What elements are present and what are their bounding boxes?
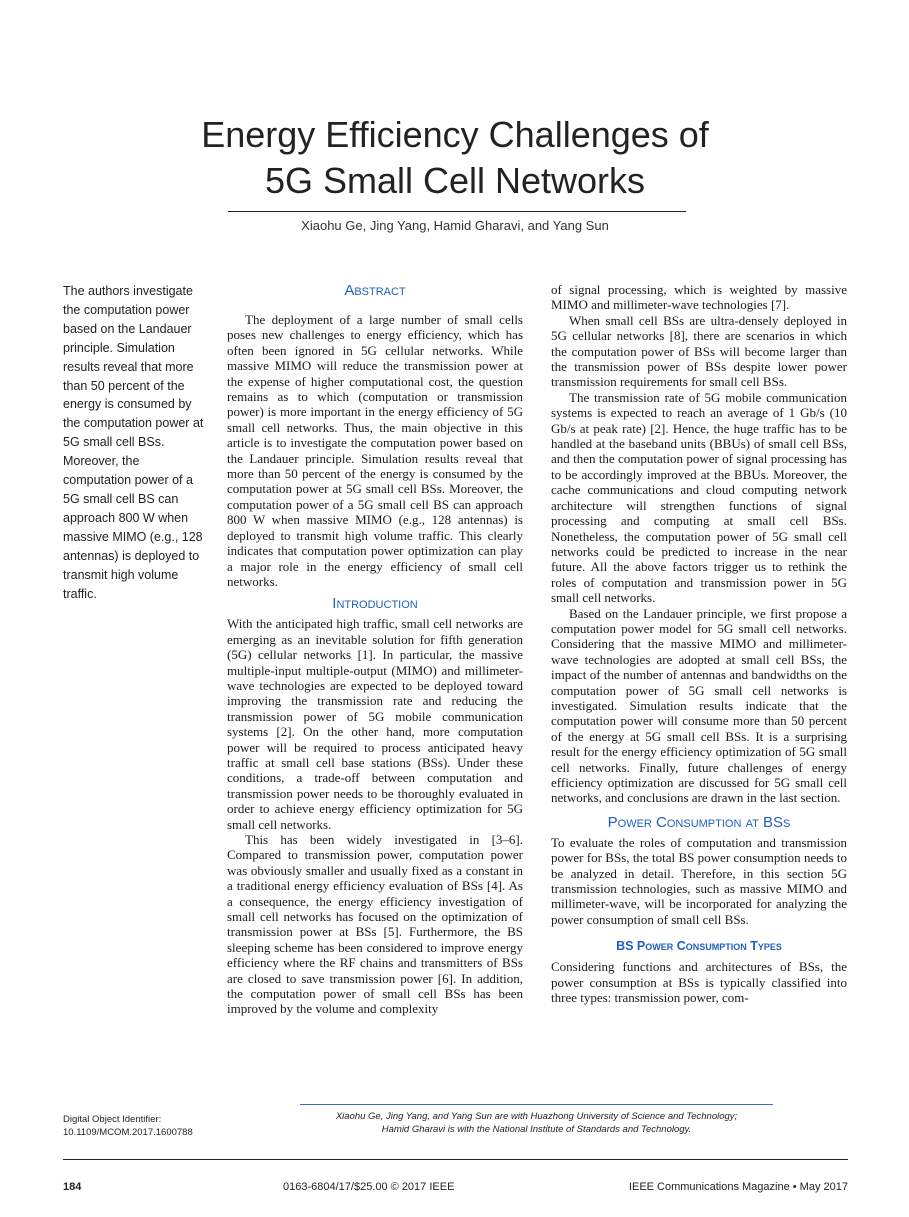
title-line-2: 5G Small Cell Networks <box>264 160 646 201</box>
intro-paragraph-2: This has been widely investigated in [3–6]. Compared to transmission power, computation power was obviously smaller and usually fixed as a constant in a traditional energy efficiency evaluation of BSs [4]. As a consequence, the energy efficiency investigation of small cell networks has focused on the optimization of transmission power at BSs [5]. Furthermore, the BS sleeping scheme has been considered to improve energy efficiency where the RF chains and transmitters of BSs are closed to save transmission power [6]. In addition, the computation power of small cell BSs has been improved by the volume and complexity <box>227 832 523 1017</box>
affiliation-footnote <box>300 1110 773 1136</box>
introduction-heading: Introduction <box>332 595 418 613</box>
doi-label: Digital Object Identifier: <box>63 1114 162 1125</box>
footer-divider <box>63 1159 848 1160</box>
title-divider <box>228 211 686 212</box>
doi-block <box>63 1113 193 1139</box>
footnote-line-1: Xiaohu Ge, Jing Yang, and Yang Sun are with Huazhong University of Science and Technology; <box>335 1111 738 1122</box>
author-list: Xiaohu Ge, Jing Yang, Hamid Gharavi, and Yang Sun <box>301 218 609 233</box>
column-right <box>551 282 847 1005</box>
footnote-line-2: Hamid Gharavi is with the National Institute of Standards and Technology. <box>381 1124 692 1135</box>
intro-paragraph-4: The transmission rate of 5G mobile communication systems is expected to reach an average of 1 Gb/s (10 Gb/s at peak rate) [2]. Hence, the huge traffic has to be handled at the baseband units (BBUs) of small cell BSs, and then the computation power of signal processing has to be accordingly improved at the BBUs. Moreover, the cache communications and cloud computing network architecture will strengthen functions of signal processing and computing at small cell BSs. Nonetheless, the computation power of 5G small cell networks could be predicted to increase in the near future. All the above factors trigger us to rethink the roles of computation and transmission power in 5G small cell networks. <box>551 389 847 606</box>
bs-power-types-heading: BS Power Consumption Types <box>616 939 782 954</box>
doi-value: 10.1109/MCOM.2017.1600788 <box>63 1127 193 1138</box>
abstract-text: The deployment of a large number of small cells poses new challenges to energy efficiency, which has often been ignored in 5G cellular networks. While massive MIMO will reduce the transmission power at the expense of higher computational cost, the question remains as to which (computation or transmission power) is more important in the energy efficiency of 5G small cell networks. Thus, the main objective in this article is to investigate the computation power based on the Landauer principle. Simulation results reveal that more than 50 percent of the energy is consumed by the computation power at 5G small cell BSs. Moreover, the computation power of a 5G small cell BS can approach 800 W when massive MIMO (e.g., 128 antennas) is deployed to transmit high volume traffic. This clearly indicates that computation power optimization can play a major role in the energy efficiency of small cell networks. <box>227 312 523 589</box>
column-left <box>227 282 523 1017</box>
intro-paragraph-2-continued: of signal processing, which is weighted by massive MIMO and millimeter-wave technologies [7]. <box>551 282 847 313</box>
title-line-1: Energy Efficiency Challenges of <box>201 114 709 155</box>
article-title <box>100 112 810 204</box>
power-paragraph-1: To evaluate the roles of computation and transmission power for BSs, the total BS power consumption needs to be analyzed in detail. Therefore, in this section 5G transmission technologies, such as massive MIMO and millimeter-wave, will be incorporated for analyzing the power consumption of small cell BSs. <box>551 834 847 927</box>
power-paragraph-2: Considering functions and architectures of BSs, the power consumption at BSs is typically classified into three types: transmission power, com- <box>551 959 847 1006</box>
abstract-heading: Abstract <box>344 282 406 299</box>
intro-paragraph-3: When small cell BSs are ultra-densely deployed in 5G cellular networks [8], there are scenarios in which the computation power of BSs will become larger than the transmission power of BSs despite lower power transmission requirements for small cell BSs. <box>551 312 847 390</box>
issn-copyright: 0163-6804/17/$25.00 © 2017 IEEE <box>283 1181 455 1193</box>
magazine-issue: IEEE Communications Magazine • May 2017 <box>628 1181 848 1193</box>
sidebar-summary: The authors investigate the computation power based on the Landauer principle. Simulation results reveal that more than 50 percent of the energy is consumed by the computation power at 5G small cell BSs. Moreover, the computation power of a 5G small cell BS can approach 800 W when massive MIMO (e.g., 128 antennas) is deployed to transmit high volume traffic. <box>63 284 204 601</box>
page-number: 184 <box>63 1181 82 1193</box>
footnote-divider <box>300 1104 773 1105</box>
intro-paragraph-5: Based on the Landauer principle, we first propose a computation power model for 5G small cell networks. Considering that the massive MIMO and millimeter-wave technologies are adopted at small cell BSs, the impact of the number of antennas and bandwidths on the computation power of 5G small cell networks is investigated. Simulation results indicate that the computation power will consume more than 50 percent of the energy at 5G small cell BSs. It is a surprising result for the energy efficiency optimization of 5G small cell networks. Finally, future challenges of energy efficiency optimization are discussed for 5G small cell networks, and conclusions are drawn in the last section. <box>551 605 847 806</box>
power-consumption-heading: Power Consumption at BSs <box>607 813 791 831</box>
intro-paragraph-1: With the anticipated high traffic, small cell networks are emerging as an inevitable solution for fifth generation (5G) cellular networks [1]. In particular, the massive multiple-input multiple-output (MIMO) and millimeter-wave technologies are expected to be deployed toward improving the transmission rate and reducing the transmission power of 5G mobile communication systems [2]. On the other hand, more computation power will be required to process anticipated heavy traffic at small cell base stations (BSs). Under these conditions, a trade-off between computation and transmission power needs to be thoroughly evaluated in order to achieve energy efficiency optimization for 5G small cell networks. <box>227 616 523 832</box>
